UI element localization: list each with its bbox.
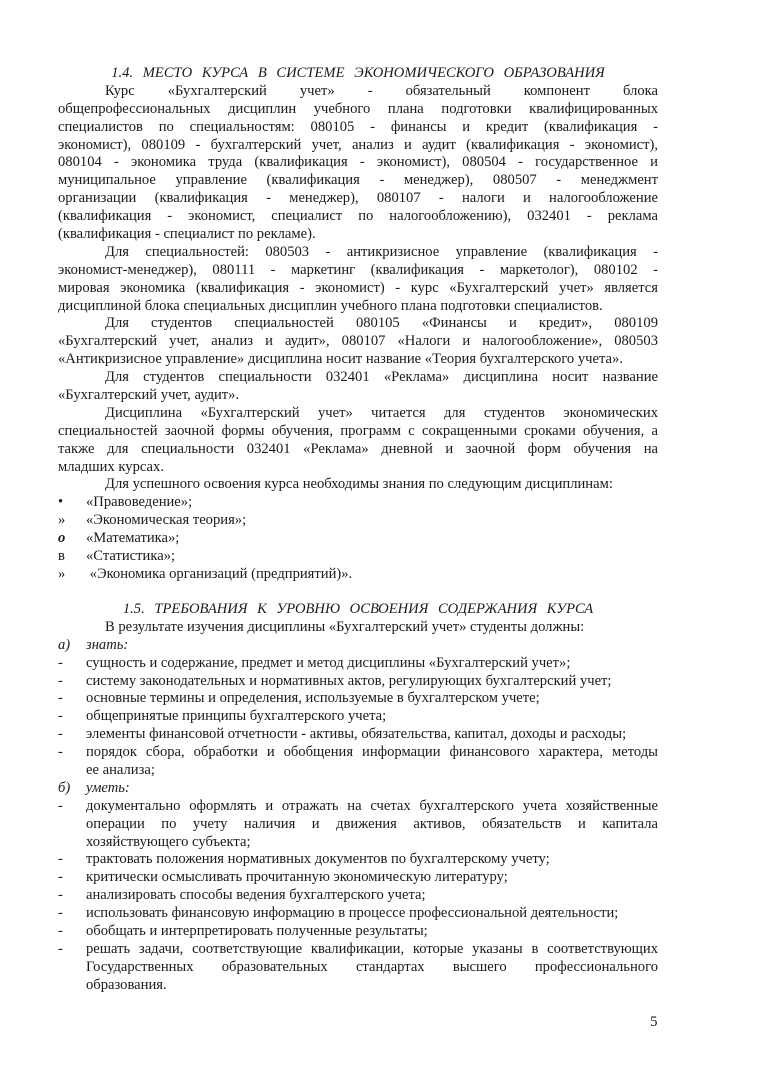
paragraph [58,83,658,244]
list-item [58,869,658,887]
list-item-text [86,923,658,941]
dash-marker: - [58,869,63,886]
text-line: Для студентов специальности 032401 «Реклама» дисциплина носит название [105,369,658,386]
group-heading [58,780,658,798]
text-line: специалистов по специальностям: 080105 - финансы и кредит (квалификация - [58,118,658,135]
list-item [58,512,658,530]
text-line: «Антикризисное управление» дисциплина носит название «Теория бухгалтерского учета». [58,351,623,368]
list-item [58,905,658,923]
text-line: дисциплиной блока специальных дисциплин учебного плана подготовки специалистов. [58,297,603,314]
list-item-text [86,673,658,691]
text-line: порядок сбора, обработки и обобщения информации финансового характера, методы [86,744,658,761]
text-line: решать задачи, соответствующие квалификации, которые указаны в соответствующих [86,940,658,957]
dash-marker: - [58,654,63,671]
text-line: анализировать способы ведения бухгалтерского учета; [86,887,426,904]
group-heading [58,637,658,655]
group-marker: б) [58,779,71,796]
text-line: систему законодательных и нормативных актов, регулирующих бухгалтерский учет; [86,672,612,689]
list-marker: в [58,548,65,565]
text-line: основные термины и определения, используемые в бухгалтерском учете; [86,690,540,707]
text-line: экономист), 080109 - бухгалтерский учет, анализ и аудит (квалификация - экономист), [58,136,658,153]
list-item [58,708,658,726]
text-line: Для специальностей: 080503 - антикризисное управление (квалификация - [105,243,658,260]
list-marker: » [58,512,66,529]
paragraph [58,315,658,369]
page-number: 5 [650,1014,658,1030]
list-marker: » [58,565,66,582]
list-item-text: «Экономическая теория»; [86,512,247,529]
list-item-text [86,655,658,673]
text-line: мировая экономика (квалификация - экономист) - курс «Бухгалтерский учет» является [58,279,658,296]
dash-marker: - [58,672,63,689]
list-item-text: «Статистика»; [86,548,176,565]
text-line: Курс «Бухгалтерский учет» - обязательный компонент блока [105,82,658,99]
list-item-text: «Экономика организаций (предприятий)». [86,565,353,582]
text-line: также для специальности 032401 «Реклама» дневной и заочной форм обучения на [58,440,658,457]
list-item [58,655,658,673]
list-item [58,923,658,941]
text-line: обобщать и интерпретировать полученные результаты; [86,923,428,940]
dash-marker: - [58,887,63,904]
dash-marker: - [58,690,63,707]
group-label: уметь: [86,779,130,796]
dash-marker: - [58,851,63,868]
list-item [58,548,658,566]
list-item [58,726,658,744]
group-label: знать: [86,636,129,653]
paragraph [58,244,658,316]
dash-marker: - [58,726,63,743]
text-line: Для успешного освоения курса необходимы знания по следующим дисциплинам: [105,476,613,493]
list-item-text [86,905,658,923]
list-item [58,690,658,708]
list-item [58,566,658,584]
list-item [58,941,658,995]
text-line: ее анализа; [86,762,155,779]
list-item [58,530,658,548]
dash-marker: - [58,744,63,761]
text-line: организации (квалификация - менеджер), 080107 - налоги и налогообложение [58,190,658,207]
text-line: Государственных образовательных стандартах высшего профессионального [86,958,658,975]
text-line: специальностей заочной формы обучения, программ с сокращенными сроками обучения, а [58,422,658,439]
group-marker: а) [58,636,71,653]
paragraph [58,405,658,477]
list-item [58,494,658,512]
list-marker: о [58,530,66,547]
list-item [58,798,658,852]
text-line: «Бухгалтерский учет, анализ и аудит», 080107 «Налоги и налогообложение», 080503 [58,333,658,350]
list-item [58,887,658,905]
paragraph [58,369,658,405]
intro-paragraph: В результате изучения дисциплины «Бухгалтерский учет» студенты должны: [105,618,585,635]
text-line: операции по учету наличия и движения активов, обязательств и капитала [86,815,658,832]
list-item-text: «Правоведение»; [86,494,193,511]
list-item [58,744,658,780]
section-1-5 [58,601,658,995]
list-item-text [86,887,658,905]
list-item-text [86,726,658,744]
dash-marker: - [58,708,63,725]
text-line: муниципальное управление (квалификация - менеджер), 080507 - менеджмент [58,172,658,189]
list-item-text [86,851,658,869]
text-line: «Бухгалтерский учет, аудит». [58,387,240,404]
text-line: сущность и содержание, предмет и метод дисциплины «Бухгалтерский учет»; [86,654,571,671]
text-line: (квалификация - экономист, специалист по налогообложению), 032401 - реклама [58,208,658,225]
list-item-text [86,690,658,708]
list-item [58,851,658,869]
section-title: 1.4. МЕСТО КУРСА В СИСТЕМЕ ЭКОНОМИЧЕСКОГО ОБРАЗОВАНИЯ [111,65,605,81]
text-line: элементы финансовой отчетности - активы, обязательства, капитал, доходы и расходы; [86,726,627,743]
text-line: экономист-менеджер), 080111 - маркетинг (квалификация - маркетолог), 080102 - [58,261,658,278]
list-item [58,673,658,691]
paragraph [58,476,658,494]
list-item-text: «Математика»; [86,530,180,547]
list-marker: • [58,494,64,511]
text-line: использовать финансовую информацию в процессе профессиональной деятельности; [86,905,619,922]
prerequisite-list [58,494,658,583]
text-line: 080104 - экономика труда (квалификация - экономист), 080504 - государственное и [58,154,658,171]
text-line: критически осмысливать прочитанную экономическую литературу; [86,869,508,886]
list-item-text [86,941,658,995]
list-item-text [86,744,658,780]
text-line: младших курсах. [58,458,164,475]
text-line: образования. [86,976,167,993]
dash-marker: - [58,797,63,814]
list-item-text [86,869,658,887]
list-item-text [86,708,658,726]
text-line: общепринятые принципы бухгалтерского учета; [86,708,387,725]
text-line: Дисциплина «Бухгалтерский учет» читается для студентов экономических [105,404,658,421]
text-line: (квалификация - специалист по рекламе). [58,226,316,243]
list-item-text [86,798,658,852]
text-line: хозяйствующего субъекта; [86,833,251,850]
section-1-4 [58,65,658,584]
text-line: Для студентов специальностей 080105 «Финансы и кредит», 080109 [105,315,658,332]
text-line: трактовать положения нормативных документов по бухгалтерскому учету; [86,851,550,868]
section-title: 1.5. ТРЕБОВАНИЯ К УРОВНЮ ОСВОЕНИЯ СОДЕРЖАНИЯ КУРСА [122,601,594,617]
text-line: документально оформлять и отражать на счетах бухгалтерского учета хозяйственные [86,797,658,814]
dash-marker: - [58,923,63,940]
dash-marker: - [58,940,63,957]
dash-marker: - [58,905,63,922]
text-line: общепрофессиональных дисциплин учебного плана подготовки квалифицированных [58,100,658,117]
